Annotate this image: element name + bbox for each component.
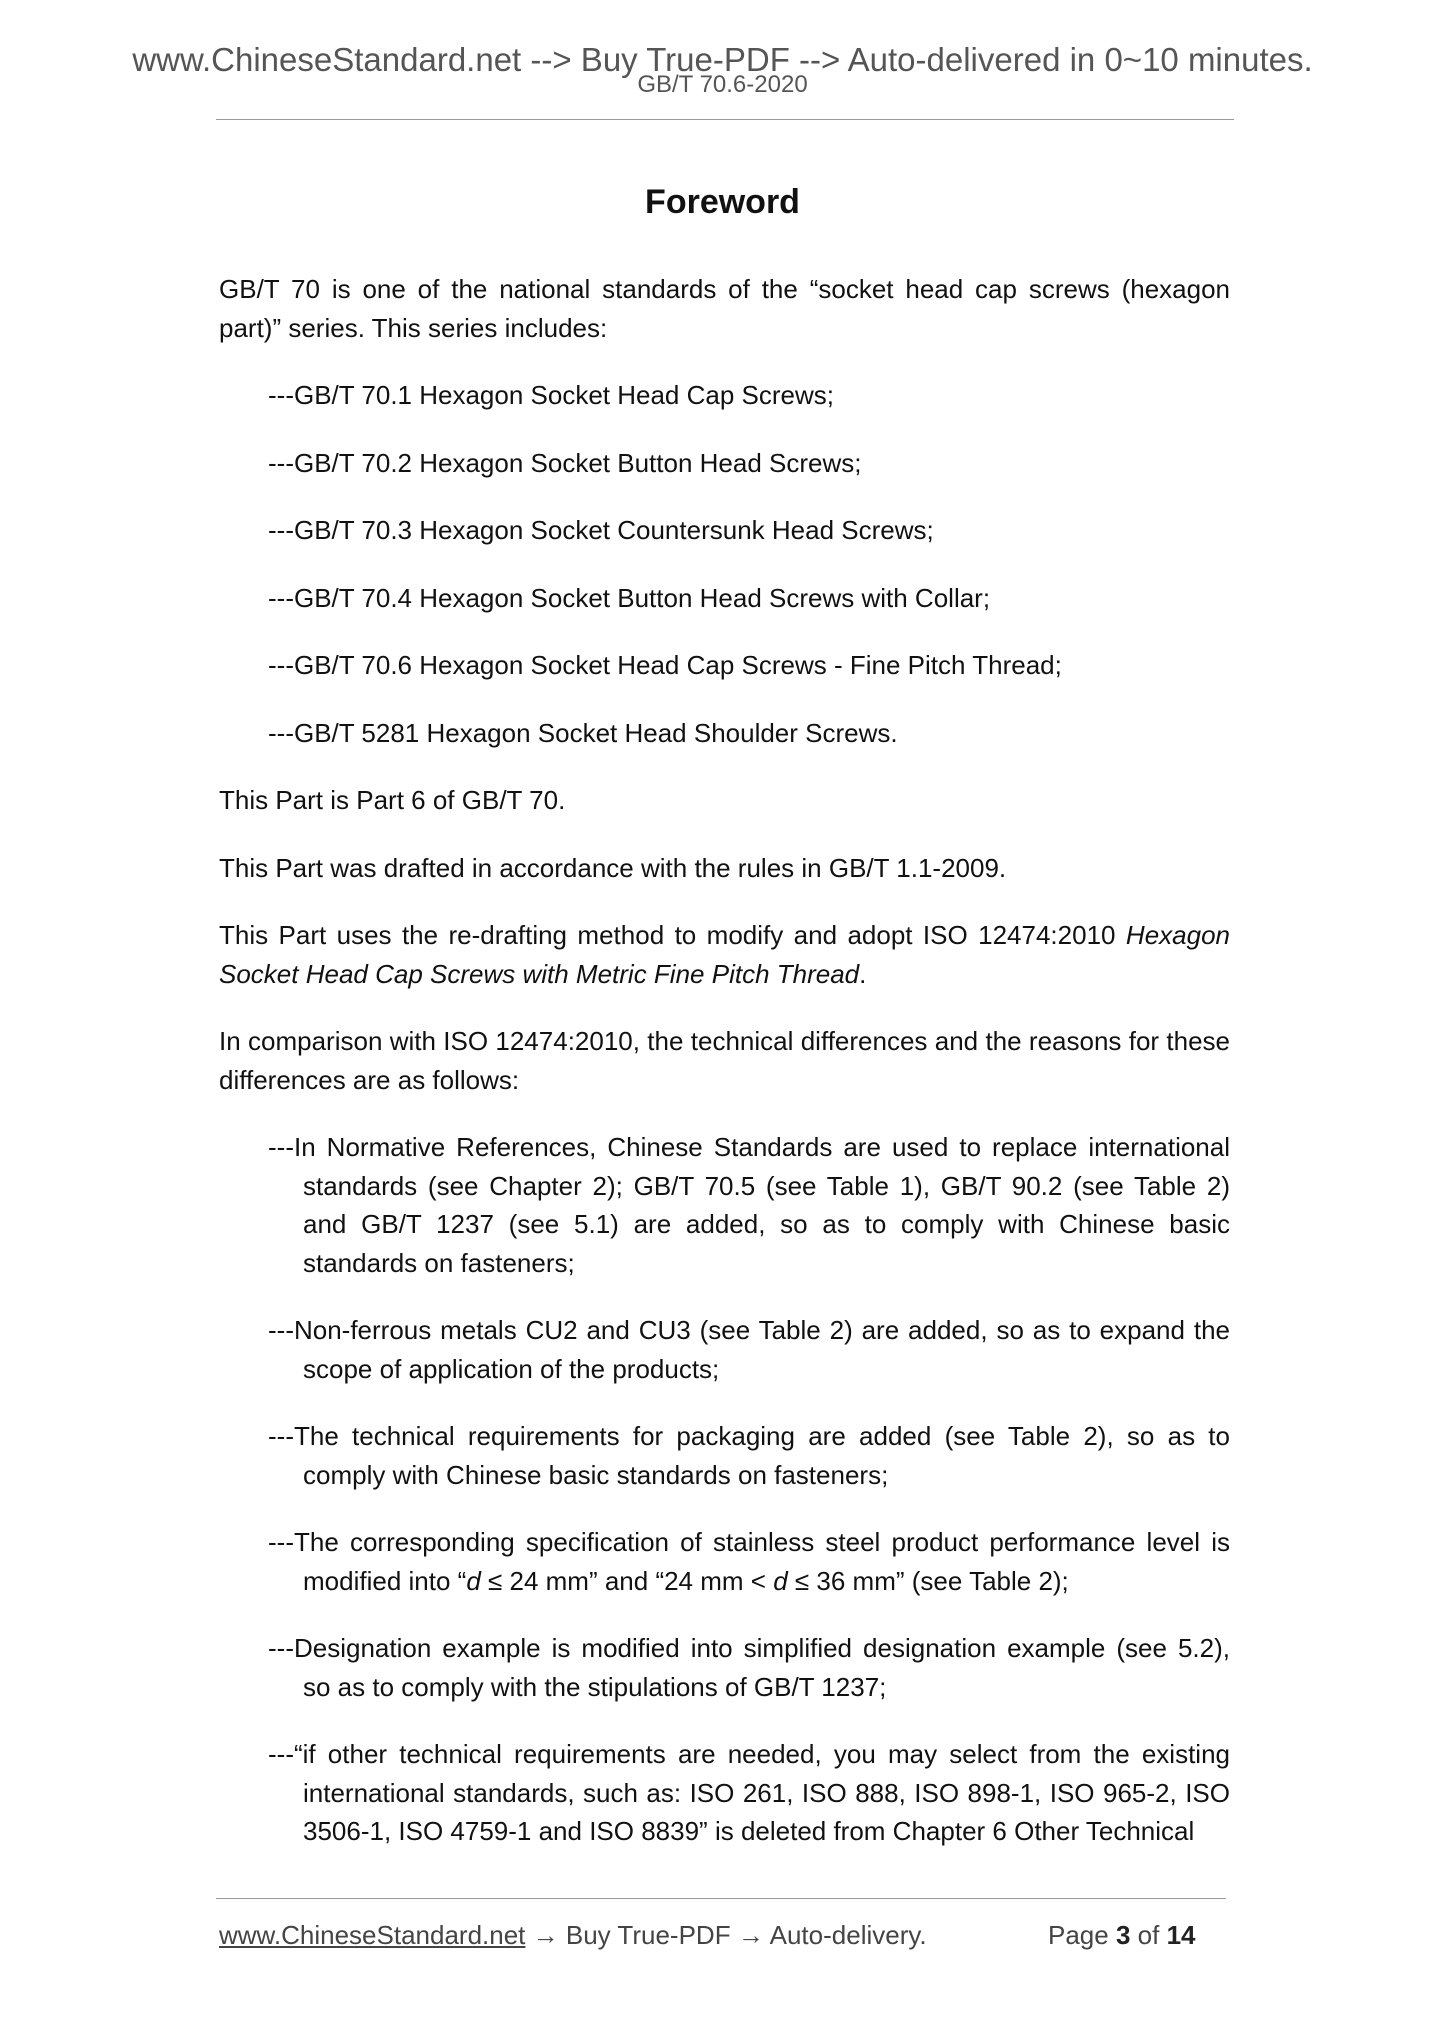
variable-d: d	[773, 1565, 788, 1596]
stainless-text-3: ≤ 36 mm” (see Table 2);	[787, 1565, 1069, 1596]
page-word: Page	[1048, 1920, 1109, 1950]
adoption-suffix: .	[859, 958, 867, 989]
difference-item-designation: ---Designation example is modified into simplified designation example (see 5.2), so as to comply with the stipulations of GB/T 1237;	[268, 1633, 1230, 1702]
footer-buy-text: Buy True-PDF	[565, 1920, 731, 1950]
arrow-icon: →	[737, 1920, 764, 1950]
total-pages: 14	[1166, 1920, 1196, 1950]
document-body	[219, 270, 1230, 1880]
series-item: ---GB/T 70.1 Hexagon Socket Head Cap Screws;	[268, 380, 834, 410]
footer-site-link[interactable]: www.ChineseStandard.net	[219, 1920, 526, 1950]
footer-links	[219, 1918, 927, 1952]
intro-paragraph: GB/T 70 is one of the national standards of the “socket head cap screws (hexagon part)” series. This series includes:	[219, 274, 1230, 343]
difference-item: ---The technical requirements for packaging are added (see Table 2), so as to comply with Chinese basic standards on fasteners;	[268, 1421, 1230, 1490]
comparison-intro: In comparison with ISO 12474:2010, the technical differences and the reasons for these differences are as follows:	[219, 1026, 1230, 1095]
drafting-statement: This Part was drafted in accordance with the rules in GB/T 1.1-2009.	[219, 852, 1007, 883]
part-statement: This Part is Part 6 of GB/T 70.	[219, 785, 566, 815]
difference-item: ---In Normative References, Chinese Standards are used to replace international standards (see Chapter 2); GB/T 70.5 (see Table 1), GB/T 90.2 (see Table 2) and GB/T 1237 (see 5.1) are added, so as to comply with Chinese basic standards on fasteners;	[268, 1132, 1230, 1278]
standard-code-header: GB/T 70.6-2020	[637, 71, 808, 98]
footer-divider	[216, 1898, 1226, 1899]
difference-item: ---Non-ferrous metals CU2 and CU3 (see Table 2) are added, so as to expand the scope of application of the products;	[268, 1315, 1230, 1384]
site-banner[interactable]: www.ChineseStandard.net --> Buy True-PDF --> Auto-delivered in 0~10 minutes.	[132, 41, 1313, 78]
stainless-text-2: ≤ 24 mm” and “24 mm <	[480, 1565, 774, 1596]
series-item: ---GB/T 70.3 Hexagon Socket Countersunk Head Screws;	[268, 515, 934, 545]
difference-item-deleted: ---“if other technical requirements are needed, you may select from the existing international standards, such as: ISO 261, ISO 888, ISO 898-1, ISO 965-2, ISO 3506-1, ISO 4759-1 and ISO 8839” is deleted from Chapter 6 Other Technical	[268, 1739, 1230, 1846]
variable-d: d	[466, 1565, 481, 1596]
of-word: of	[1137, 1920, 1160, 1950]
series-item: ---GB/T 5281 Hexagon Socket Head Shoulder Screws.	[268, 717, 898, 748]
stainless-text-1: ---The corresponding specification of stainless steel product performance level is modified into “	[268, 1527, 1230, 1596]
difference-item-stainless	[268, 1523, 1230, 1600]
series-item: ---GB/T 70.6 Hexagon Socket Head Cap Screws - Fine Pitch Thread;	[268, 650, 1062, 680]
adoption-statement	[219, 916, 1230, 993]
adoption-text: This Part uses the re-drafting method to modify and adopt ISO 12474:2010	[219, 920, 1126, 950]
arrow-icon: →	[532, 1920, 559, 1950]
page-indicator	[1048, 1918, 1196, 1952]
header-divider	[216, 119, 1234, 120]
series-item: ---GB/T 70.4 Hexagon Socket Button Head Screws with Collar;	[268, 582, 991, 613]
footer-auto-text: Auto-delivery.	[769, 1920, 927, 1950]
page-title: Foreword	[645, 183, 800, 221]
page-number: 3	[1115, 1920, 1131, 1950]
adopted-document-title: Hexagon Socket Head Cap Screws with Metric Fine Pitch Thread	[219, 920, 1230, 989]
series-item: ---GB/T 70.2 Hexagon Socket Button Head Screws;	[268, 447, 862, 478]
